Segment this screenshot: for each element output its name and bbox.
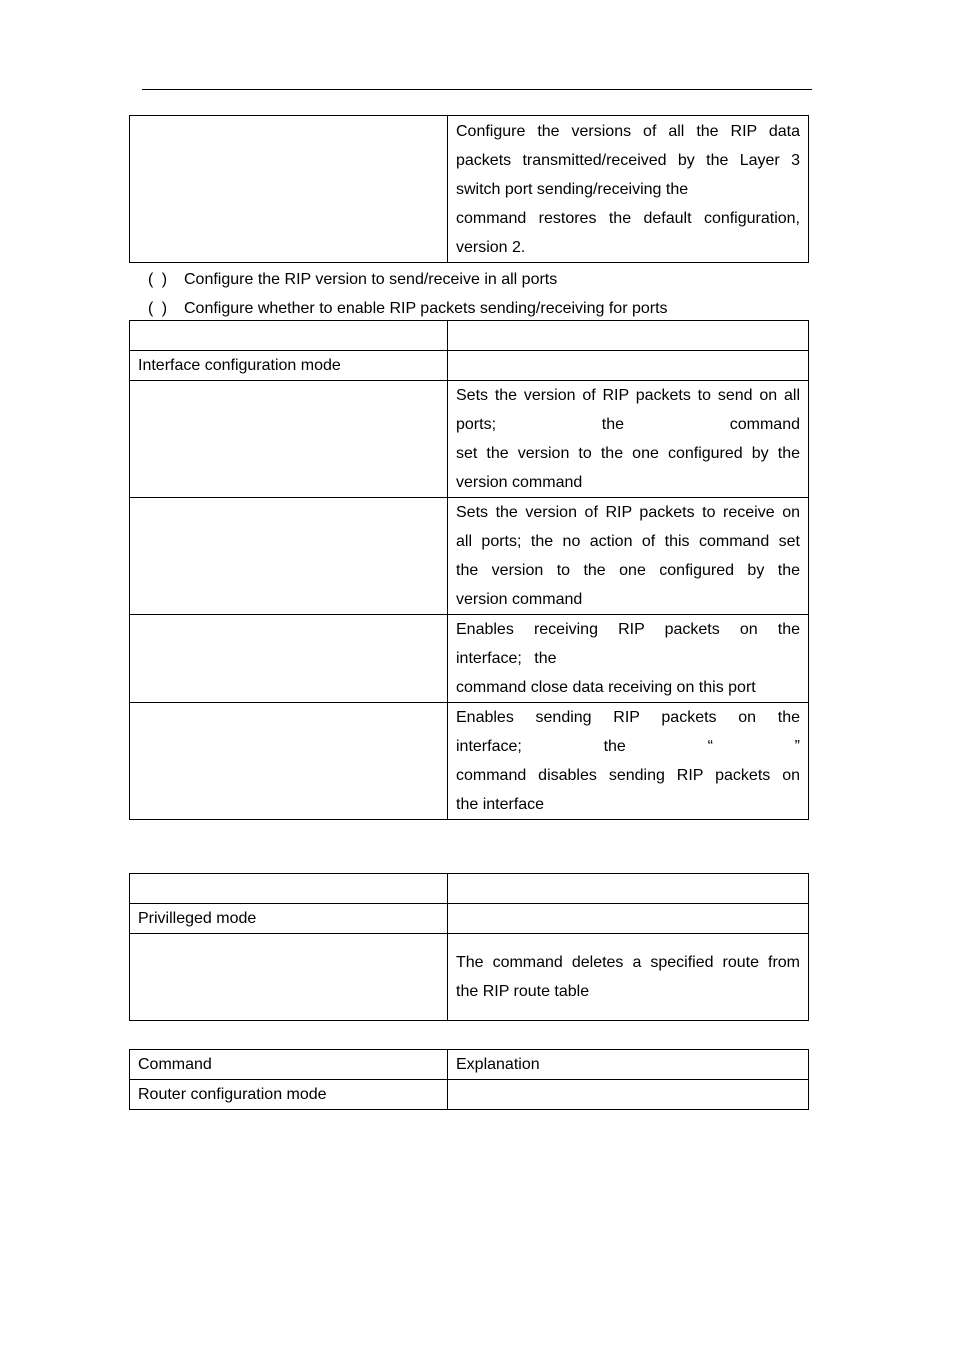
mode-label: Interface configuration mode	[130, 351, 448, 381]
table-header-row	[130, 1050, 809, 1080]
command-cell	[130, 703, 448, 820]
explanation-cell	[448, 116, 809, 263]
explanation-line: command restores the default configuration,	[456, 210, 800, 227]
explanation-line: command close data receiving on this port	[456, 679, 756, 696]
explanation-line: Enables receiving RIP packets on the	[456, 621, 800, 638]
mode-label: Privilleged mode	[130, 904, 448, 934]
command-header	[130, 321, 448, 351]
explanation-line: all ports; the no action of this command set	[456, 533, 800, 550]
command-header	[130, 874, 448, 904]
section-note	[148, 265, 557, 294]
command-cell	[130, 116, 448, 263]
explanation-header: Explanation	[448, 1050, 809, 1080]
explanation-cell	[448, 381, 809, 498]
explanation-line: Configure the versions of all the RIP data	[456, 123, 800, 140]
explanation-line: The command deletes a specified route from	[456, 954, 800, 971]
explanation-cell	[448, 498, 809, 615]
table-row	[130, 381, 809, 498]
note-text: Configure whether to enable RIP packets sending/receiving for ports	[184, 300, 668, 317]
explanation-line: command disables sending RIP packets on	[456, 767, 800, 784]
router-config-table	[129, 1049, 809, 1110]
command-cell	[130, 381, 448, 498]
header-rule	[142, 89, 812, 90]
interface-config-table	[129, 320, 809, 820]
explanation-header	[448, 321, 809, 351]
table-row	[130, 703, 809, 820]
explanation-line: ports; the command	[456, 416, 800, 433]
note-marker: ( )	[148, 271, 170, 288]
table-row	[130, 498, 809, 615]
explanation-line: Enables sending RIP packets on the	[456, 709, 800, 726]
privileged-mode-table	[129, 873, 809, 1021]
table-header-row	[130, 321, 809, 351]
explanation-line: the RIP route table	[456, 983, 590, 1000]
explanation-line: packets transmitted/received by the Layer 3	[456, 152, 800, 169]
explanation-line: version 2.	[456, 239, 526, 256]
mode-row	[130, 351, 809, 381]
mode-row	[130, 1080, 809, 1110]
section-note	[148, 294, 668, 323]
explanation-line: the version to the one configured by the	[456, 562, 800, 579]
mode-empty-cell	[448, 351, 809, 381]
explanation-line: Sets the version of RIP packets to receive on	[456, 504, 800, 521]
explanation-cell	[448, 615, 809, 703]
table-header-row	[130, 874, 809, 904]
table-row	[130, 116, 809, 263]
explanation-line: set the version to the one configured by the	[456, 445, 800, 462]
rip-version-table	[129, 115, 809, 263]
explanation-line: interface; the	[456, 650, 557, 667]
command-cell	[130, 934, 448, 1021]
table-row	[130, 615, 809, 703]
explanation-line: Sets the version of RIP packets to send on all	[456, 387, 800, 404]
command-cell	[130, 498, 448, 615]
explanation-line: version command	[456, 591, 583, 608]
explanation-line: switch port sending/receiving the	[456, 181, 689, 198]
explanation-line: version command	[456, 474, 583, 491]
command-header: Command	[130, 1050, 448, 1080]
mode-label: Router configuration mode	[130, 1080, 448, 1110]
note-text: Configure the RIP version to send/receive in all ports	[184, 271, 558, 288]
mode-row	[130, 904, 809, 934]
mode-empty-cell	[448, 1080, 809, 1110]
explanation-line: the interface	[456, 796, 545, 813]
explanation-line: interface; the “ ”	[456, 738, 800, 755]
explanation-cell	[448, 934, 809, 1021]
explanation-header	[448, 874, 809, 904]
mode-empty-cell	[448, 904, 809, 934]
command-cell	[130, 615, 448, 703]
explanation-cell	[448, 703, 809, 820]
table-row	[130, 934, 809, 1021]
note-marker: ( )	[148, 300, 170, 317]
